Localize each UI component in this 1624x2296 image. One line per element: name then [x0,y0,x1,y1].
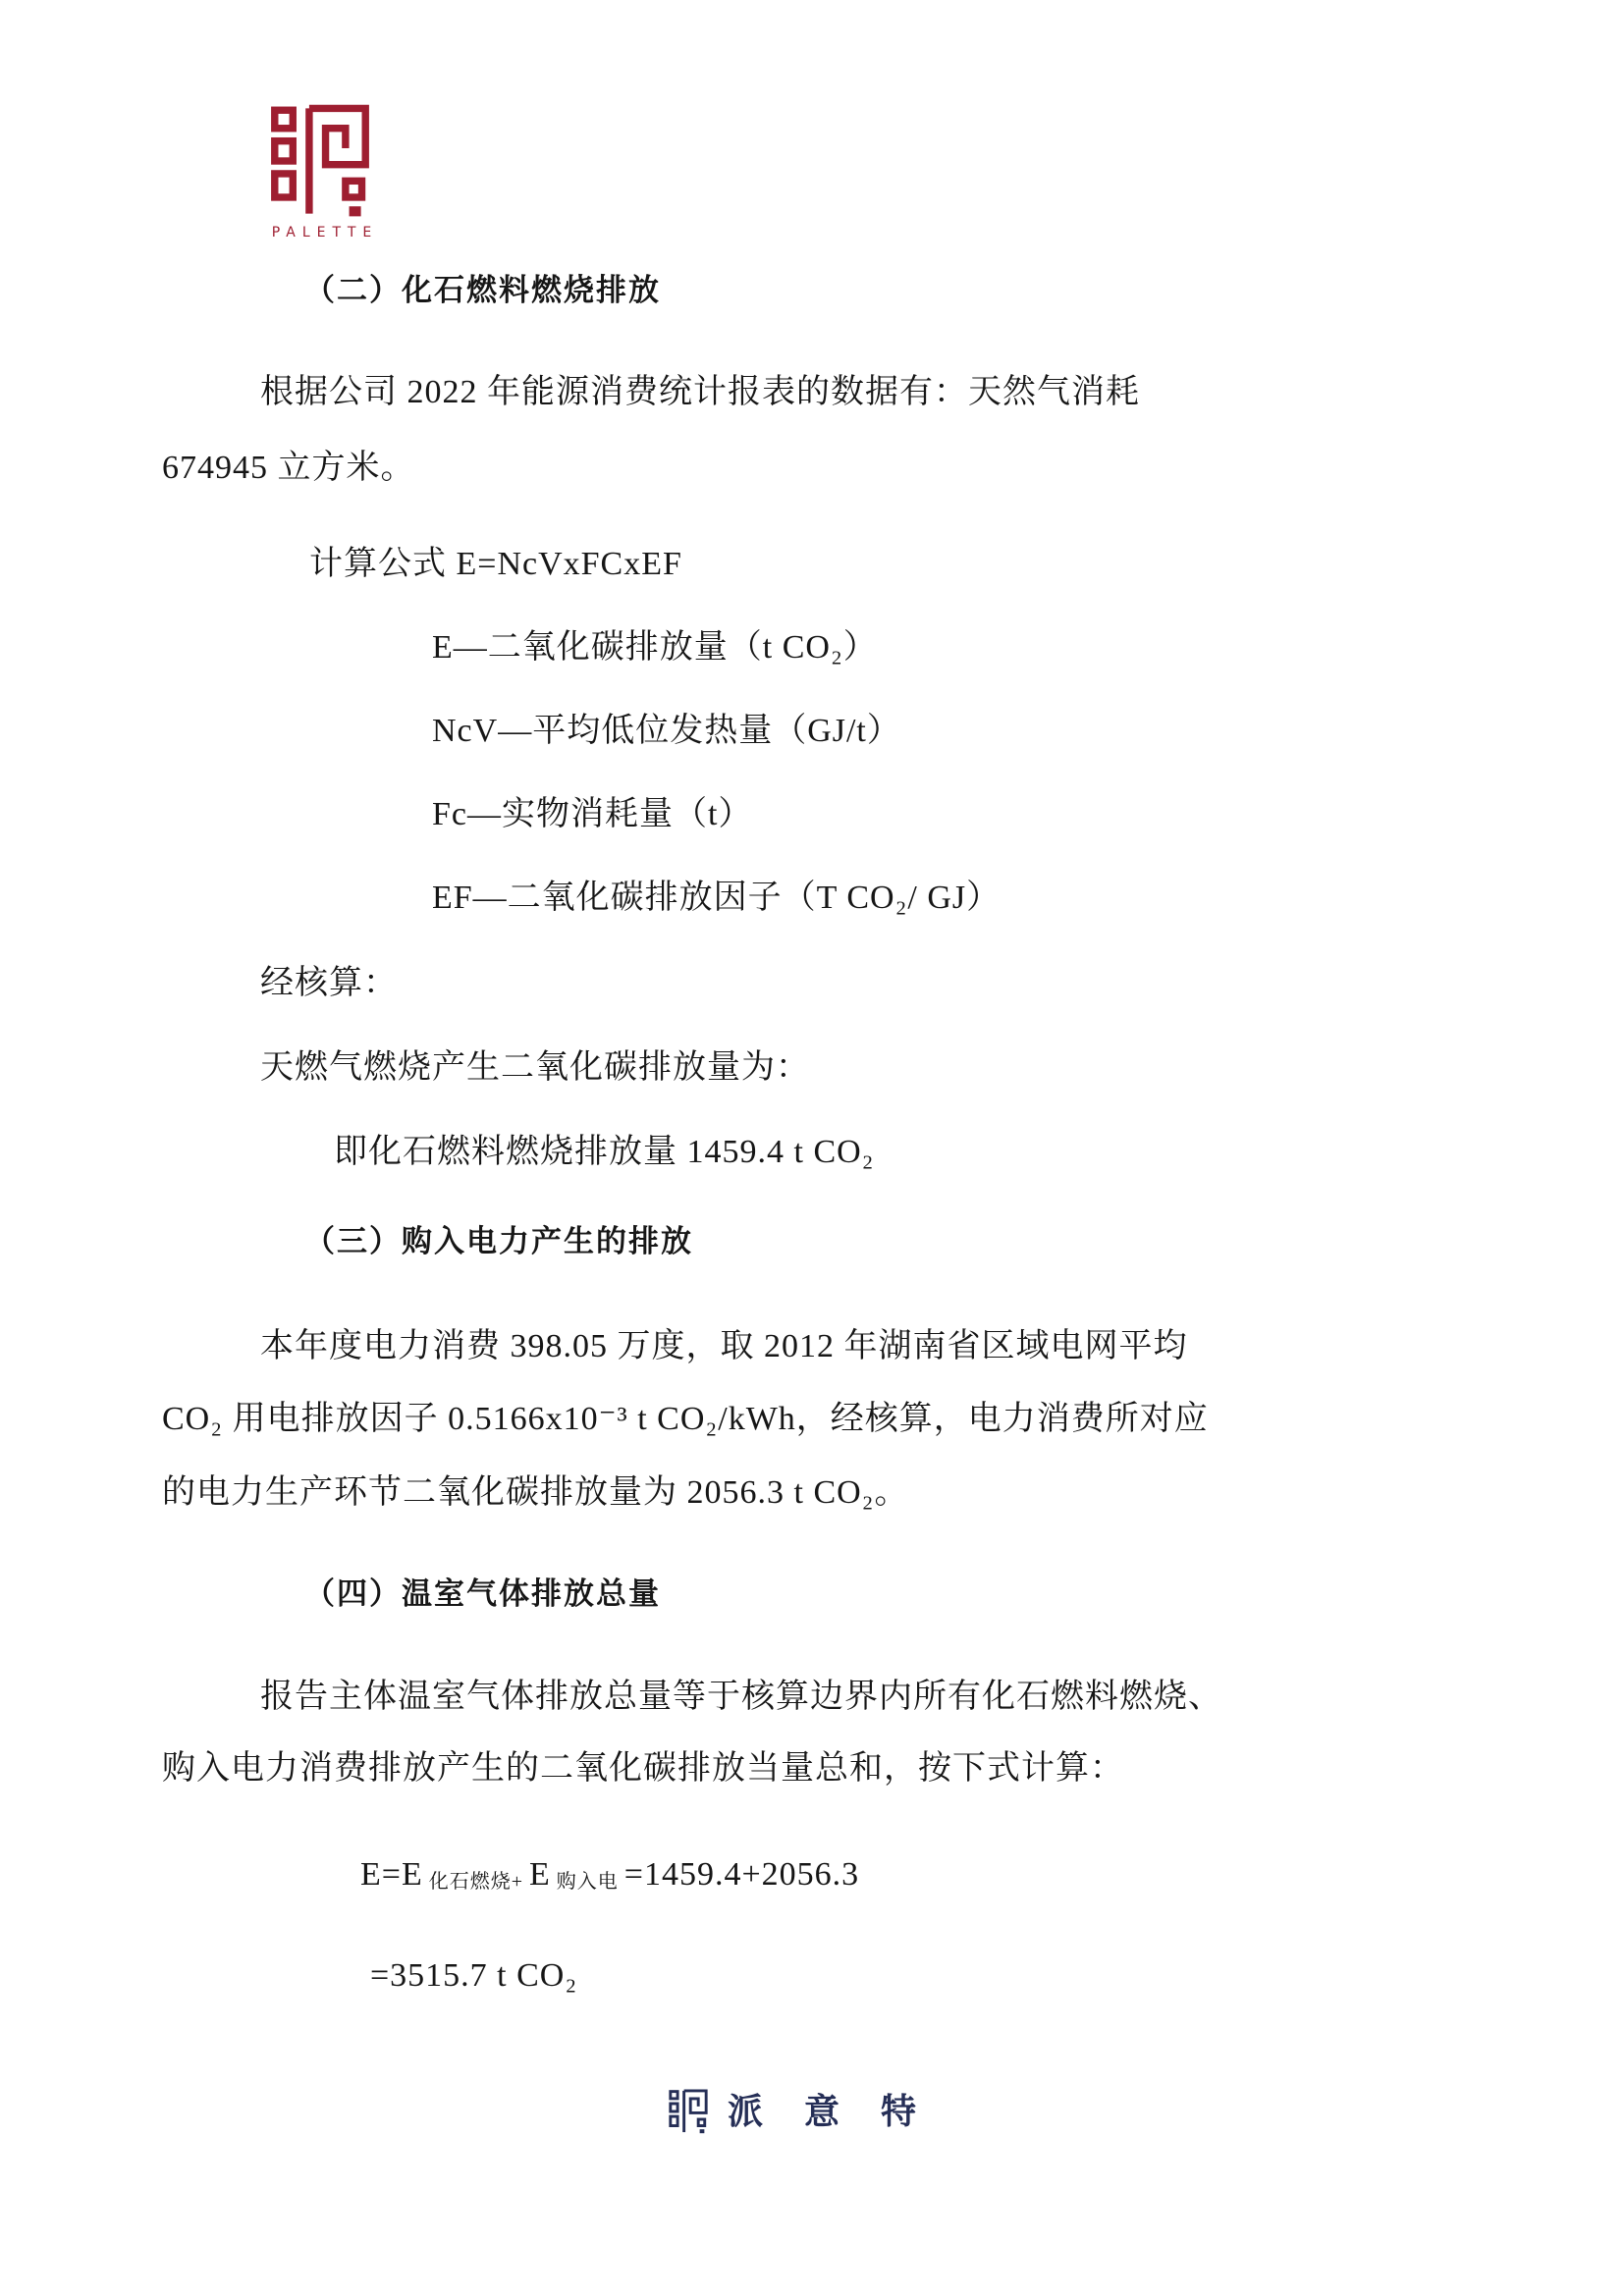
footer-brand-text: 派意特 [727,2091,957,2131]
section-2-paragraph-line-1: 根据公司 2022 年能源消费统计报表的数据有：天然气消耗 [260,374,1140,410]
formula-rhs: =1459.4+2056.3 [623,1856,860,1893]
total-emission-formula [360,1853,859,1903]
definition-fc: Fc—实物消耗量（t） [432,796,753,832]
gas-result-line-2: 即化石燃料燃烧排放量 1459.4 t CO₂ [334,1134,875,1170]
definition-ncv: NcV—平均低位发热量（GJ/t） [432,713,901,749]
palette-wordmark: PALETTE [271,225,379,240]
definition-e: E—二氧化碳排放量（t CO₂） [432,629,878,666]
formula-subscript-purchased: 购入电 [556,1871,619,1893]
section-3-paragraph-line-1: 本年度电力消费 398.05 万度，取 2012 年湖南省区域电网平均 [260,1328,1188,1364]
section-3-heading: （三）购入电力产生的排放 [304,1224,693,1258]
formula-mid: E [529,1856,551,1893]
result-intro: 经核算： [260,965,398,1001]
palette-maze-icon [265,101,375,221]
calculation-formula-intro: 计算公式 E=NcVxFCxEF [309,546,682,582]
section-4-paragraph-line-1: 报告主体温室气体排放总量等于核算边界内所有化石燃料燃烧、 [260,1679,1222,1715]
gas-result-line-1: 天燃气燃烧产生二氧化碳排放量为： [260,1049,810,1086]
footer-maze-icon [667,2088,710,2135]
footer-brand-row [0,2087,1624,2136]
definition-ef: EF—二氧化碳排放因子（T CO₂/ GJ） [432,880,1001,916]
section-4-heading: （四）温室气体排放总量 [304,1576,661,1611]
formula-lhs: E=E [360,1856,423,1893]
section-2-paragraph-line-2: 674945 立方米。 [162,450,415,486]
section-3-paragraph-line-2: CO₂ 用电排放因子 0.5166x10⁻³ t CO₂/kWh，经核算，电力消费所对应 [162,1401,1209,1437]
section-3-paragraph-line-3: 的电力生产环节二氧化碳排放量为 2056.3 t CO₂。 [162,1474,909,1511]
palette-logo [265,101,385,240]
formula-subscript-fossil: 化石燃烧+ [428,1871,523,1893]
total-emission-result: =3515.7 t CO₂ [370,1957,578,1994]
section-2-heading: （二）化石燃料燃烧排放 [304,273,661,307]
section-4-paragraph-line-2: 购入电力消费排放产生的二氧化碳排放当量总和，按下式计算： [162,1750,1124,1787]
